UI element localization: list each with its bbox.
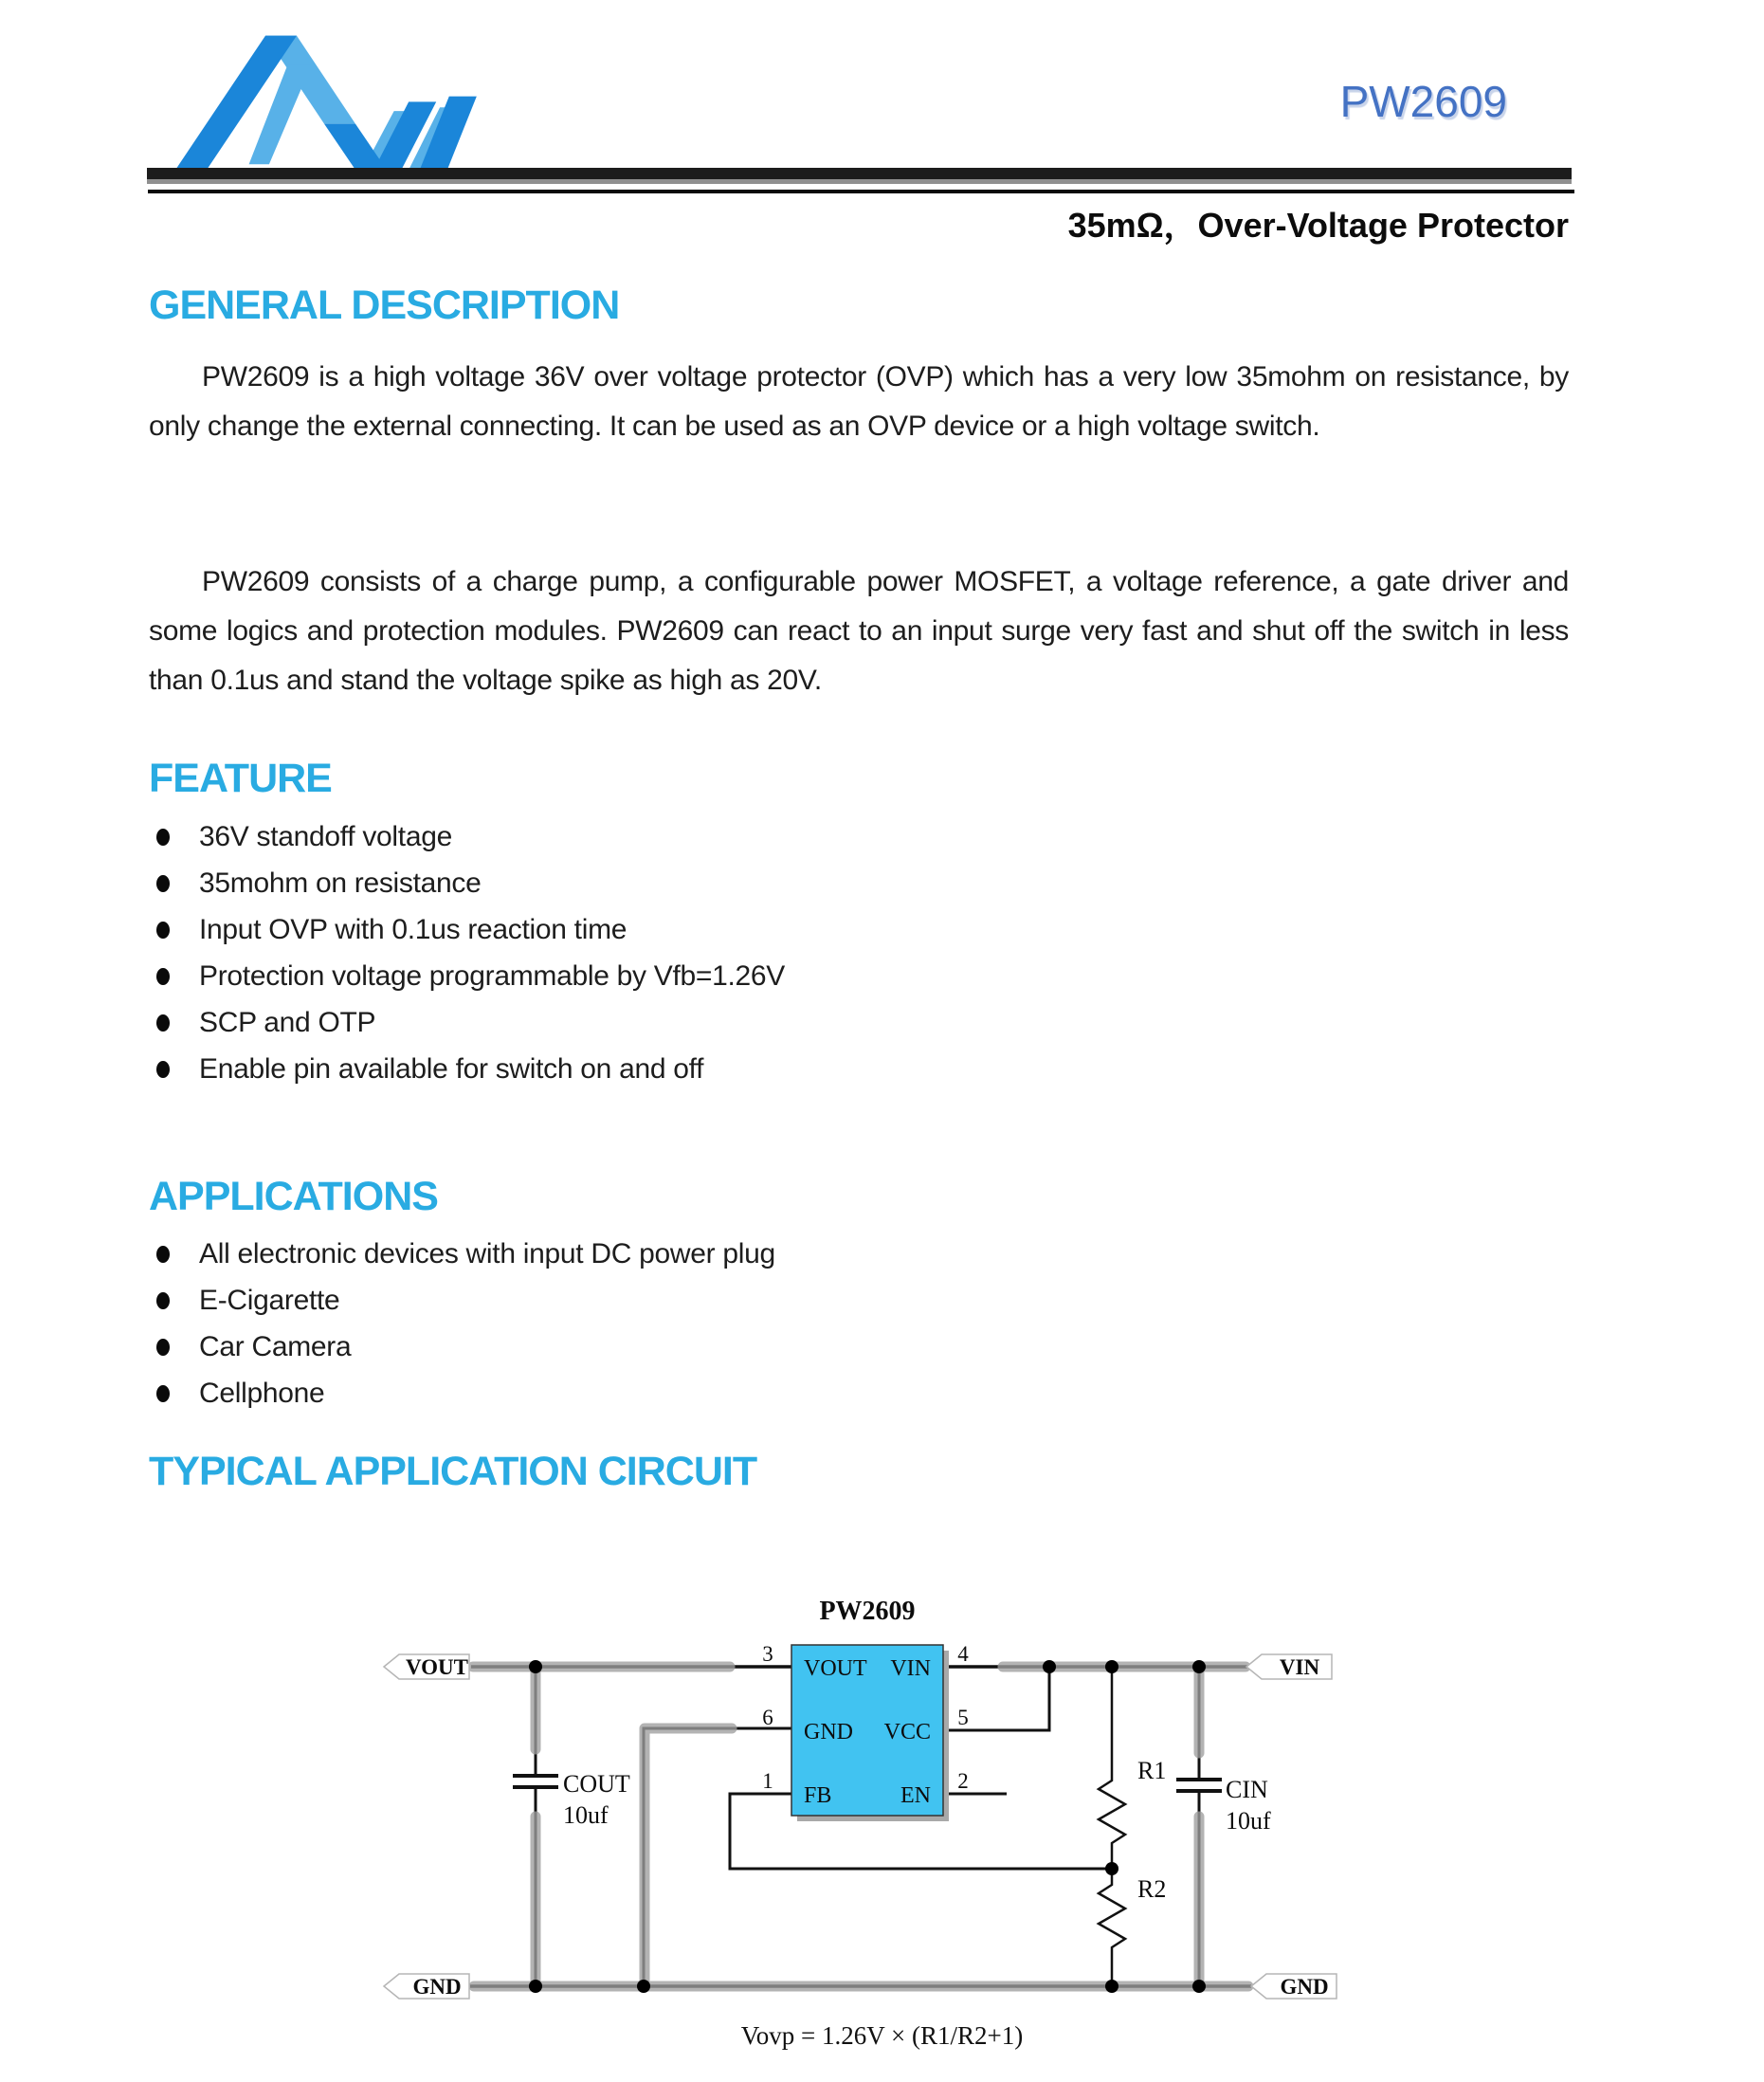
cout-value-label: 10uf <box>563 1801 609 1829</box>
list-item <box>149 813 1476 860</box>
chip-pin-label: FB <box>804 1783 832 1808</box>
application-item-label: Cellphone <box>199 1377 325 1409</box>
list-item <box>149 1277 1476 1324</box>
general-description-paragraph-2: PW2609 consists of a charge pump, a configurable power MOSFET, a voltage reference, a gate driver and some logics and protection modules. PW2609 can react to an input surge very fast and shut off the switch in less than 0.1us and stand the voltage spike as high as 20V. <box>149 566 1569 696</box>
chip-title: PW2609 <box>819 1597 916 1626</box>
chip-pin-number: 2 <box>957 1769 969 1793</box>
section-heading-general-description: GENERAL DESCRIPTION <box>149 283 620 328</box>
bullet-icon <box>156 922 170 939</box>
section-heading-applications: APPLICATIONS <box>149 1174 438 1219</box>
general-description-paragraph-1: PW2609 is a high voltage 36V over voltage protector (OVP) which has a very low 35mohm on resistance, by only change the external connecting. It can be used as an OVP device or a high voltage switch. <box>149 361 1569 442</box>
bullet-icon <box>156 1014 170 1032</box>
feature-item-label: SCP and OTP <box>199 1006 376 1038</box>
header-rule-thin <box>148 190 1574 193</box>
capacitor-cout <box>513 1776 558 1787</box>
chip-pin-label: VCC <box>883 1720 931 1744</box>
application-item-label: All electronic devices with input DC power plug <box>199 1237 775 1269</box>
chip-pin-label: EN <box>900 1783 931 1808</box>
chip-pin-number: 1 <box>762 1769 773 1793</box>
bullet-icon <box>156 829 170 846</box>
resistor-r1 <box>1099 1667 1125 1869</box>
application-item-label: Car Camera <box>199 1330 352 1362</box>
bullet-icon <box>156 1292 170 1309</box>
company-logo <box>173 25 477 172</box>
ovp-formula: Vovp = 1.26V × (R1/R2+1) <box>740 2021 1024 2050</box>
feature-item-label: Protection voltage programmable by Vfb=1.26V <box>199 959 786 992</box>
feature-item-label: Enable pin available for switch on and off <box>199 1052 704 1085</box>
cin-value-label: 10uf <box>1226 1807 1271 1835</box>
feature-item-label: 36V standoff voltage <box>199 820 452 852</box>
bullet-icon <box>156 875 170 892</box>
r1-label: R1 <box>1137 1757 1167 1784</box>
chip-pin-number: 4 <box>957 1642 969 1666</box>
chip <box>762 1597 969 1821</box>
bullet-icon <box>156 1246 170 1263</box>
list-item <box>149 1046 1476 1092</box>
chip-pin-label: VOUT <box>804 1656 867 1681</box>
list-item <box>149 1370 1476 1416</box>
chip-pin-number: 6 <box>762 1706 773 1729</box>
gnd-left-flag-label: GND <box>412 1975 462 1999</box>
section-heading-typical-application-circuit: TYPICAL APPLICATION CIRCUIT <box>149 1449 757 1494</box>
application-item-label: E-Cigarette <box>199 1284 340 1316</box>
page-title: 35mΩ，Over-Voltage Protector <box>1067 206 1569 245</box>
cin-label: CIN <box>1226 1776 1268 1803</box>
r2-label: R2 <box>1137 1875 1167 1903</box>
chip-pin-number: 5 <box>957 1706 969 1729</box>
list-item <box>149 906 1476 953</box>
list-item <box>149 1231 1476 1277</box>
vin-flag-label: VIN <box>1279 1655 1320 1679</box>
section-heading-feature: FEATURE <box>149 756 332 801</box>
bullet-icon <box>156 1339 170 1356</box>
list-item <box>149 1324 1476 1370</box>
feature-item-label: Input OVP with 0.1us reaction time <box>199 913 627 945</box>
list-item <box>149 860 1476 906</box>
bullet-icon <box>156 1061 170 1078</box>
bullet-icon <box>156 968 170 985</box>
product-name: PW2609 <box>1339 77 1507 126</box>
list-item <box>149 999 1476 1046</box>
applications-list <box>149 1231 1476 1416</box>
application-circuit-diagram <box>360 1581 1384 2055</box>
chip-pin-label: GND <box>804 1720 853 1744</box>
capacitor-cin <box>1176 1780 1222 1791</box>
resistor-r2 <box>1099 1869 1125 1986</box>
bullet-icon <box>156 1385 170 1402</box>
cout-label: COUT <box>563 1770 630 1798</box>
chip-pin-label: VIN <box>890 1656 931 1681</box>
feature-item-label: 35mohm on resistance <box>199 867 482 899</box>
gnd-right-flag-label: GND <box>1280 1975 1329 1999</box>
feature-list <box>149 813 1476 1092</box>
list-item <box>149 953 1476 999</box>
vout-flag-label: VOUT <box>406 1655 468 1679</box>
header-rule-thick <box>147 168 1572 184</box>
chip-pin-number: 3 <box>762 1642 773 1666</box>
